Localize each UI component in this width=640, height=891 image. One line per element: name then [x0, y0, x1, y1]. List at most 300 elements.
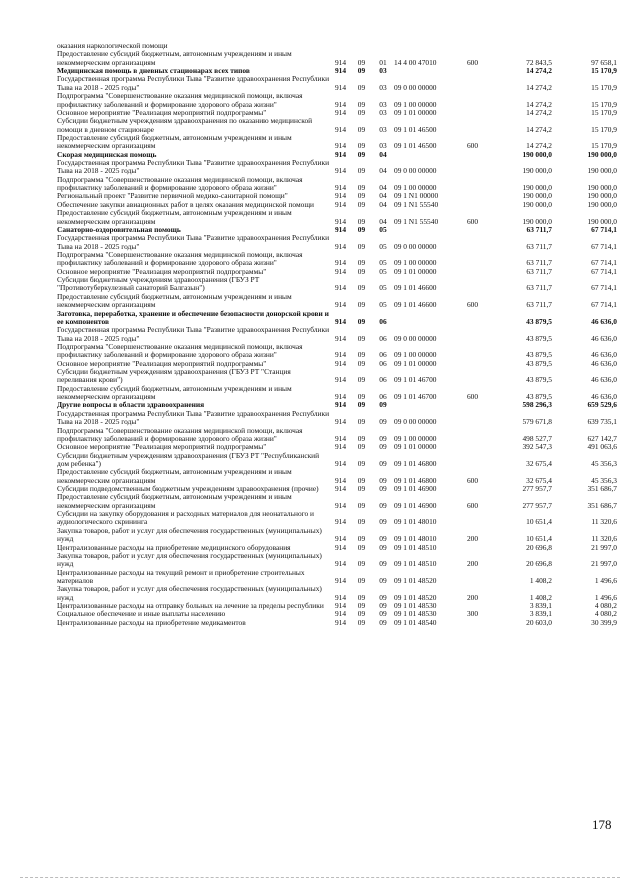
row-target-article-code: 09 1 00 00000 [394, 99, 437, 109]
table-row [57, 569, 617, 586]
row-name: Предоставление субсидий бюджетным, автономным учреждениям и иным некоммерческим организациям [57, 492, 292, 510]
row-subsection-code: 05 [379, 241, 387, 251]
row-subsection-code: 09 [379, 458, 387, 468]
row-ministry-code: 914 [334, 99, 347, 109]
row-amount-year-1: 63 711,7 [526, 241, 552, 251]
row-subsection-code: 04 [379, 191, 387, 201]
row-target-article-code: 09 1 01 48530 [394, 609, 437, 619]
row-expense-type-code [460, 251, 485, 268]
row-subsection-code: 04 [379, 166, 387, 176]
row-name: Предоставление субсидий бюджетным, автономным учреждениям и иным некоммерческим организациям [57, 132, 292, 151]
row-subsection-code: 09 [379, 442, 387, 452]
row-target-article-code [394, 67, 460, 75]
table-row [57, 410, 617, 427]
row-amount-year-2: 190 000,0 [587, 183, 617, 193]
row-ministry-code: 914 [334, 417, 347, 427]
row-amount-year-1: 14 274,2 [526, 66, 552, 76]
row-amount-year-1: 190 000,0 [522, 191, 552, 201]
row-name: Централизованные расходы на приобретение медицинского оборудования [57, 542, 291, 552]
row-expense-type-code [460, 443, 485, 451]
row-expense-type-code: 600 [466, 57, 479, 67]
row-target-article-code: 09 1 01 00000 [394, 442, 437, 452]
row-amount-year-2: 15 170,9 [591, 82, 617, 92]
row-amount-year-2: 15 170,9 [591, 124, 617, 134]
row-amount-year-2: 46 636,0 [591, 358, 617, 368]
row-section-code: 09 [357, 601, 366, 611]
row-target-article-code: 09 1 01 48540 [394, 617, 437, 627]
row-section-code: 09 [357, 609, 366, 619]
table-row [57, 552, 617, 569]
row-subsection-code: 06 [379, 375, 387, 385]
table-row [57, 293, 617, 310]
row-ministry-code: 914 [334, 400, 347, 410]
row-subsection-code: 05 [379, 258, 387, 268]
row-expense-type-code [460, 159, 485, 176]
table-row [57, 619, 617, 627]
row-ministry-code: 914 [334, 149, 347, 159]
row-name: Основное мероприятие "Реализация мероприятий подпрограммы" [57, 442, 267, 452]
row-subsection-code: 04 [379, 216, 387, 226]
row-name: Субсидии на закупку оборудования и расходных материалов для неонатального и аудиологического скрининга [57, 509, 314, 527]
row-amount-year-2: 46 636,0 [591, 316, 617, 326]
row-expense-type-code [460, 544, 485, 552]
row-amount-year-2: 15 170,9 [591, 107, 617, 117]
row-expense-type-code: 200 [466, 534, 479, 544]
row-ministry-code: 914 [334, 141, 347, 151]
row-target-article-code: 09 0 00 00000 [394, 333, 437, 343]
row-section-code: 09 [357, 199, 366, 209]
row-expense-type-code [460, 92, 485, 109]
row-target-article-code: 09 1 01 00000 [394, 266, 437, 276]
row-amount-year-1: 43 879,5 [526, 333, 552, 343]
row-ministry-code [330, 42, 351, 50]
row-amount-year-2: 190 000,0 [587, 149, 617, 159]
row-amount-year-2: 190 000,0 [587, 199, 617, 209]
row-expense-type-code: 600 [466, 392, 479, 402]
row-expense-type-code [460, 201, 485, 209]
row-amount-year-2: 15 170,9 [591, 66, 617, 76]
row-section-code: 09 [357, 66, 366, 76]
row-expense-type-code [460, 276, 485, 293]
row-target-article-code: 09 1 01 46800 [394, 475, 437, 485]
row-subsection-code: 03 [379, 99, 387, 109]
table-row [57, 527, 617, 544]
row-amount-year-1: 32 675,4 [526, 458, 552, 468]
row-amount-year-2: 351 686,7 [587, 484, 617, 494]
row-expense-type-code [460, 176, 485, 193]
row-name: Государственная программа Республики Тыва "Развитие здравоохранения Республики Тыва на 2018 - 2025 годы" [57, 325, 330, 343]
table-row [57, 276, 617, 293]
row-section-code: 09 [357, 559, 366, 569]
row-name: Государственная программа Республики Тыва "Развитие здравоохранения Республики Тыва на 2018 - 2025 годы" [57, 233, 330, 251]
row-name: Субсидии бюджетным учреждениям здравоохранения (ГБУЗ РТ "Станция переливания крови") [57, 367, 291, 385]
table-row [57, 75, 617, 92]
row-ministry-code: 914 [334, 517, 347, 527]
row-name: Закупка товаров, работ и услуг для обеспечения государственных (муниципальных) нужд [57, 550, 322, 569]
row-ministry-code: 914 [334, 534, 347, 544]
row-target-article-code: 09 1 01 46500 [394, 141, 437, 151]
row-name: Скорая медицинская помощь [57, 149, 157, 159]
row-target-article-code: 09 1 01 48510 [394, 542, 437, 552]
row-amount-year-2: 11 320,6 [591, 534, 617, 544]
row-amount-year-2: 1 496,6 [594, 592, 617, 602]
row-amount-year-2: 97 658,1 [591, 57, 617, 67]
row-expense-type-code: 600 [466, 500, 479, 510]
row-section-code: 09 [357, 258, 366, 268]
row-amount-year-1: 63 711,7 [526, 283, 552, 293]
row-subsection-code: 03 [379, 124, 387, 134]
row-name: Подпрограмма "Совершенствование оказания медицинской помощи, включая профилактику заболеваний и формирование здорового образа жизни" [57, 425, 303, 443]
row-ministry-code: 914 [334, 166, 347, 176]
row-target-article-code: 09 1 01 48510 [394, 559, 437, 569]
row-section-code: 09 [357, 166, 366, 176]
row-section-code: 09 [357, 475, 366, 485]
row-target-article-code: 09 1 00 00000 [394, 183, 437, 193]
row-amount-year-2: 67 714,1 [591, 300, 617, 310]
table-row [57, 92, 617, 109]
row-name: Другие вопросы в области здравоохранения [57, 400, 205, 410]
row-ministry-code: 914 [334, 216, 347, 226]
row-expense-type-code [460, 109, 485, 117]
row-name: Централизованные расходы на приобретение медикаментов [57, 617, 246, 627]
row-section-code: 09 [357, 458, 366, 468]
row-name: Подпрограмма "Совершенствование оказания медицинской помощи, включая профилактику заболеваний и формирование здорового образа жизни" [57, 91, 303, 109]
row-amount-year-2: 4 080,2 [594, 609, 617, 619]
row-expense-type-code [460, 326, 485, 343]
row-ministry-code: 914 [334, 601, 347, 611]
row-name: Подпрограмма "Совершенствование оказания медицинской помощи, включая профилактику заболеваний и формирование здорового образа жизни" [57, 341, 303, 360]
table-row [57, 134, 617, 151]
row-section-code: 09 [357, 617, 366, 627]
row-amount-year-1: 72 843,5 [526, 57, 552, 67]
row-amount-year-2: 491 063,6 [587, 442, 617, 452]
row-amount-year-2: 45 356,3 [591, 458, 617, 468]
row-amount-year-1: 190 000,0 [522, 183, 552, 193]
row-amount-year-2: 46 636,0 [591, 392, 617, 402]
row-section-code: 09 [357, 216, 366, 226]
row-subsection-code: 04 [379, 199, 387, 209]
row-expense-type-code [460, 427, 485, 444]
row-expense-type-code [460, 485, 485, 493]
row-name: Предоставление субсидий бюджетным, автономным учреждениям и иным некоммерческим организациям [57, 383, 292, 402]
table-row [57, 368, 617, 385]
row-amount-year-1: 1 408,2 [529, 592, 552, 602]
row-amount-year-1: 498 527,7 [522, 433, 552, 443]
row-name: Субсидии бюджетным учреждениям здравоохранения (ГБУЗ РТ "Противотуберкулезный санаторий Балгазын") [57, 275, 260, 293]
row-amount-year-1: 63 711,7 [526, 300, 552, 310]
row-section-code: 09 [357, 241, 366, 251]
row-target-article-code: 09 1 01 48010 [394, 517, 437, 527]
row-amount-year-1: 14 274,2 [526, 141, 552, 151]
row-subsection-code: 05 [379, 266, 387, 276]
row-ministry-code: 914 [334, 592, 347, 602]
row-amount-year-1: 14 274,2 [526, 107, 552, 117]
row-amount-year-1: 43 879,5 [526, 358, 552, 368]
row-section-code: 09 [357, 592, 366, 602]
row-ministry-code: 914 [334, 484, 347, 494]
row-name: Предоставление субсидий бюджетным, автономным учреждениям и иным некоммерческим организациям [57, 49, 292, 67]
row-ministry-code: 914 [334, 358, 347, 368]
row-amount-year-1: 43 879,5 [526, 392, 552, 402]
row-section-code: 09 [357, 542, 366, 552]
row-expense-type-code: 600 [466, 300, 479, 310]
row-ministry-code: 914 [334, 183, 347, 193]
table-row [57, 326, 617, 343]
row-subsection-code: 09 [379, 609, 387, 619]
row-subsection-code: 09 [379, 617, 387, 627]
row-amount-year-1: 579 671,8 [522, 417, 552, 427]
row-expense-type-code [460, 452, 485, 469]
row-target-article-code: 09 1 N1 55540 [394, 216, 439, 226]
row-ministry-code: 914 [334, 199, 347, 209]
row-subsection-code: 09 [379, 500, 387, 510]
bottom-divider [20, 877, 620, 878]
row-expense-type-code [460, 226, 485, 234]
row-name: Государственная программа Республики Тыва "Развитие здравоохранения Республики Тыва на 2018 - 2025 годы" [57, 158, 330, 176]
row-subsection-code: 09 [379, 534, 387, 544]
row-amount-year-1: 190 000,0 [522, 199, 552, 209]
row-target-article-code: 09 1 01 48530 [394, 601, 437, 611]
row-expense-type-code: 600 [466, 216, 479, 226]
row-section-code: 09 [357, 300, 366, 310]
row-section-code: 09 [357, 392, 366, 402]
row-amount-year-2: 15 170,9 [591, 141, 617, 151]
row-amount-year-1: 3 839,1 [529, 601, 552, 611]
row-section-code: 09 [357, 107, 366, 117]
row-target-article-code [394, 226, 460, 234]
row-target-article-code [394, 401, 460, 409]
row-ministry-code: 914 [334, 66, 347, 76]
row-target-article-code: 09 0 00 00000 [394, 417, 437, 427]
row-section-code: 09 [357, 149, 366, 159]
row-amount-year-2: 67 714,1 [591, 283, 617, 293]
row-subsection-code: 09 [379, 517, 387, 527]
row-target-article-code: 09 1 01 46900 [394, 500, 437, 510]
row-section-code: 09 [357, 82, 366, 92]
row-name: Субсидии подведомственным бюджетным учреждениям здравоохранения (прочие) [57, 484, 319, 494]
row-section-code: 09 [357, 358, 366, 368]
budget-table [57, 42, 617, 627]
row-ministry-code: 914 [334, 500, 347, 510]
row-subsection-code: 04 [379, 149, 387, 159]
row-section-code [351, 42, 372, 50]
row-name: оказания наркологической помощи [57, 41, 168, 50]
row-amount-year-2: 46 636,0 [591, 350, 617, 360]
row-target-article-code: 09 0 00 00000 [394, 82, 437, 92]
row-ministry-code: 914 [334, 107, 347, 117]
table-row [57, 310, 617, 327]
row-amount-year-1: 20 696,8 [526, 542, 552, 552]
row-target-article-code: 09 1 N1 00000 [394, 191, 439, 201]
row-ministry-code: 914 [334, 458, 347, 468]
table-row [57, 176, 617, 193]
row-amount-year-2: 21 997,0 [591, 559, 617, 569]
budget-document [57, 42, 617, 627]
row-amount-year-1: 277 957,7 [522, 484, 552, 494]
row-name: Медицинская помощь в дневных стационарах всех типов [57, 66, 250, 76]
row-ministry-code: 914 [334, 283, 347, 293]
row-target-article-code: 09 1 01 46800 [394, 458, 437, 468]
row-target-article-code: 09 1 01 46600 [394, 300, 437, 310]
row-name: Субсидии бюджетным учреждениям здравоохранения по оказанию медицинской помощи в дневном стационаре [57, 116, 313, 134]
row-amount-year-1: 63 711,7 [526, 258, 552, 268]
row-amount-year-1: 20 603,0 [526, 617, 552, 627]
row-name: Основное мероприятие "Реализация мероприятий подпрограммы" [57, 358, 267, 368]
row-amount-year-1: 14 274,2 [526, 124, 552, 134]
table-row [57, 385, 617, 402]
row-ministry-code: 914 [334, 542, 347, 552]
row-expense-type-code: 200 [466, 559, 479, 569]
row-subsection-code: 04 [379, 183, 387, 193]
row-target-article-code [394, 310, 460, 327]
table-row [57, 50, 617, 67]
budget-table-body [57, 42, 617, 627]
row-expense-type-code [460, 510, 485, 527]
row-expense-type-code [460, 117, 485, 134]
row-expense-type-code: 300 [466, 609, 479, 619]
row-ministry-code: 914 [334, 576, 347, 585]
row-amount-year-2: 46 636,0 [591, 375, 617, 385]
row-amount-year-1: 63 711,7 [526, 266, 552, 276]
row-target-article-code: 09 0 00 00000 [394, 241, 437, 251]
row-section-code: 09 [357, 183, 366, 193]
row-amount-year-1 [485, 42, 552, 50]
row-target-article-code: 09 1 01 46700 [394, 392, 437, 402]
row-expense-type-code [460, 410, 485, 427]
table-row [57, 493, 617, 510]
row-target-article-code: 09 1 00 00000 [394, 433, 437, 443]
row-ministry-code: 914 [334, 191, 347, 201]
row-amount-year-2: 67 714,1 [591, 241, 617, 251]
row-section-code: 09 [357, 99, 366, 109]
table-row [57, 117, 617, 134]
table-row [57, 427, 617, 444]
row-amount-year-1: 3 839,1 [529, 609, 552, 619]
row-name: Государственная программа Республики Тыва "Развитие здравоохранения Республики Тыва на 2018 - 2025 годы" [57, 74, 330, 92]
row-target-article-code: 14 4 00 47010 [394, 57, 437, 67]
row-ministry-code: 914 [334, 224, 347, 234]
row-amount-year-1: 598 296,3 [522, 400, 552, 410]
row-section-code: 09 [357, 400, 366, 410]
row-expense-type-code: 600 [466, 475, 479, 485]
table-row [57, 452, 617, 469]
row-subsection-code: 09 [379, 475, 387, 485]
row-subsection-code: 03 [379, 107, 387, 117]
row-subsection-code: 06 [379, 333, 387, 343]
row-subsection-code: 05 [379, 283, 387, 293]
row-expense-type-code [460, 360, 485, 368]
table-row [57, 209, 617, 226]
row-amount-year-2: 46 636,0 [591, 333, 617, 343]
row-section-code: 09 [357, 124, 366, 134]
row-name: Подпрограмма "Совершенствование оказания медицинской помощи, включая профилактику заболеваний и формирование здорового образа жизни" [57, 249, 303, 268]
row-target-article-code: 09 1 00 00000 [394, 258, 437, 268]
table-row [57, 585, 617, 602]
row-expense-type-code [460, 401, 485, 409]
row-amount-year-2: 45 356,3 [591, 475, 617, 485]
row-expense-type-code [460, 42, 485, 50]
row-subsection-code: 05 [379, 300, 387, 310]
row-section-code: 09 [357, 442, 366, 452]
row-section-code: 09 [357, 266, 366, 276]
table-row [57, 468, 617, 485]
row-expense-type-code [460, 569, 485, 586]
row-subsection-code: 09 [379, 592, 387, 602]
row-ministry-code: 914 [334, 124, 347, 134]
row-expense-type-code [460, 619, 485, 627]
row-expense-type-code [460, 310, 485, 327]
row-subsection-code: 06 [379, 316, 387, 326]
row-name: Централизованные расходы на текущий ремонт и приобретение строительных материалов [57, 567, 305, 585]
row-ministry-code: 914 [334, 350, 347, 360]
row-ministry-code: 914 [334, 609, 347, 619]
row-section-code: 09 [357, 141, 366, 151]
row-expense-type-code [460, 368, 485, 385]
row-section-code: 09 [357, 484, 366, 494]
row-amount-year-1: 190 000,0 [522, 166, 552, 176]
row-section-code: 09 [357, 283, 366, 293]
row-amount-year-2: 30 399,9 [591, 617, 617, 627]
row-amount-year-2: 190 000,0 [587, 216, 617, 226]
row-target-article-code: 09 1 01 00000 [394, 358, 437, 368]
row-name: Социальное обеспечение и иные выплаты населению [57, 609, 226, 619]
row-amount-year-2: 21 997,0 [591, 542, 617, 552]
row-subsection-code: 09 [379, 433, 387, 443]
table-row [57, 234, 617, 251]
row-amount-year-2: 1 496,6 [594, 576, 617, 585]
row-ministry-code: 914 [334, 82, 347, 92]
row-subsection-code: 06 [379, 392, 387, 402]
row-expense-type-code [460, 151, 485, 159]
row-amount-year-2: 627 142,7 [587, 433, 617, 443]
row-amount-year-2: 4 080,2 [594, 601, 617, 611]
row-section-code: 09 [357, 350, 366, 360]
row-target-article-code: 09 1 01 48010 [394, 534, 437, 544]
row-expense-type-code [460, 343, 485, 360]
row-section-code: 09 [357, 517, 366, 527]
row-amount-year-2: 67 714,1 [591, 224, 617, 234]
row-name: Централизованные расходы на отправку больных на лечение за пределы республики [57, 601, 324, 611]
row-amount-year-1: 43 879,5 [526, 316, 552, 326]
row-subsection-code: 09 [379, 484, 387, 494]
row-subsection-code: 06 [379, 350, 387, 360]
row-target-article-code: 09 1 N1 55540 [394, 199, 439, 209]
row-section-code: 09 [357, 576, 366, 585]
row-subsection-code: 01 [379, 57, 387, 67]
row-ministry-code: 914 [334, 241, 347, 251]
row-amount-year-2: 15 170,9 [591, 99, 617, 109]
row-target-article-code: 09 0 00 00000 [394, 166, 437, 176]
row-subsection-code: 09 [379, 576, 387, 585]
row-amount-year-1: 63 711,7 [526, 224, 552, 234]
row-section-code: 09 [357, 534, 366, 544]
row-expense-type-code [460, 268, 485, 276]
row-amount-year-1: 14 274,2 [526, 99, 552, 109]
row-amount-year-2 [552, 42, 617, 50]
row-section-code: 09 [357, 333, 366, 343]
row-subsection-code: 09 [379, 559, 387, 569]
row-ministry-code: 914 [334, 300, 347, 310]
row-subsection-code [372, 42, 394, 50]
row-expense-type-code: 600 [466, 141, 479, 151]
row-amount-year-1: 14 274,2 [526, 82, 552, 92]
row-target-article-code: 09 1 01 46700 [394, 375, 437, 385]
table-row [57, 510, 617, 527]
row-subsection-code: 09 [379, 400, 387, 410]
row-target-article-code: 09 1 01 48520 [394, 576, 437, 585]
row-name: Санаторно-оздоровительная помощь [57, 224, 181, 234]
row-section-code: 09 [357, 375, 366, 385]
